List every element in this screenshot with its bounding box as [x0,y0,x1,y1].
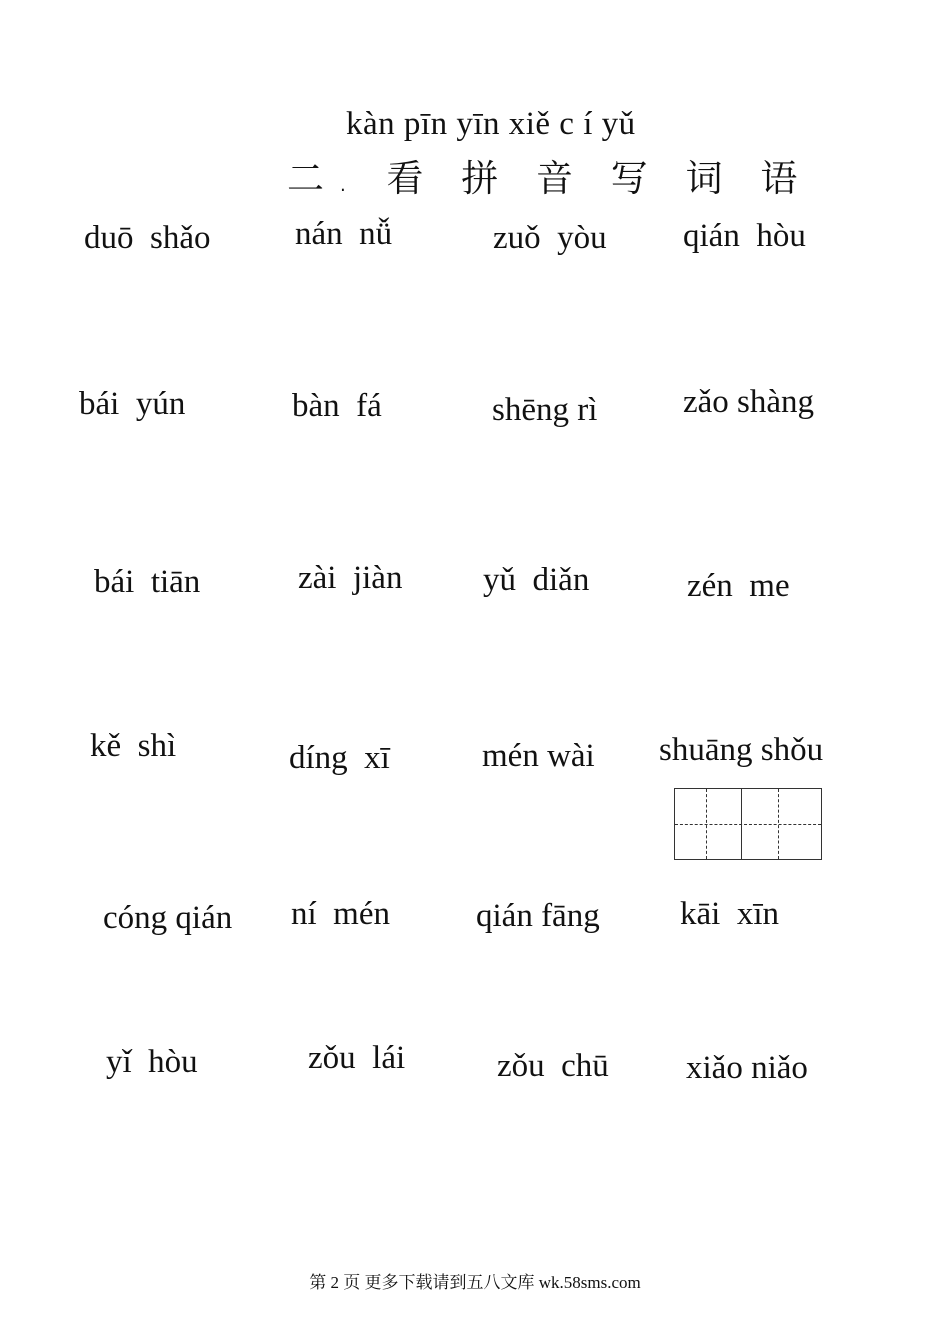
writing-grid [674,788,822,860]
pinyin-word: bái tiān [94,564,201,600]
pinyin-word: zǒu lái [308,1040,406,1076]
pinyin-word: kě shì [90,728,177,764]
pinyin-word: bái yún [79,386,186,422]
pinyin-word: nán nǚ [295,216,393,252]
pinyin-word: qián fāng [476,898,600,934]
pinyin-word: díng xī [289,740,390,776]
grid-guide [675,824,821,825]
pinyin-word: yǐ hòu [106,1044,198,1080]
page-footer: 第 2 页 更多下载请到五八文库 wk.58sms.com [309,1273,641,1292]
pinyin-word: zuǒ yòu [493,220,607,256]
pinyin-word: bàn fá [292,388,382,424]
pinyin-word: zǎo shàng [683,384,815,420]
page-title: 二. 看 拼 音 写 词 语 [287,157,811,200]
pinyin-word: duō shǎo [84,220,211,256]
pinyin-word: xiǎo niǎo [686,1050,808,1086]
pinyin-word: ní mén [291,896,390,932]
pinyin-word: kāi xīn [680,896,779,932]
pinyin-word: zài jiàn [298,560,403,596]
pinyin-word: zén me [687,568,790,604]
title-pinyin: kàn pīn yīn xiě c í yǔ [346,106,636,142]
pinyin-word: qián hòu [683,218,806,254]
pinyin-word: shēng rì [492,392,598,428]
pinyin-word: zǒu chū [497,1048,609,1084]
pinyin-word: yǔ diǎn [483,562,590,598]
pinyin-word: shuāng shǒu [659,732,824,768]
pinyin-word: mén wài [482,738,595,774]
pinyin-word: cóng qián [103,900,233,936]
